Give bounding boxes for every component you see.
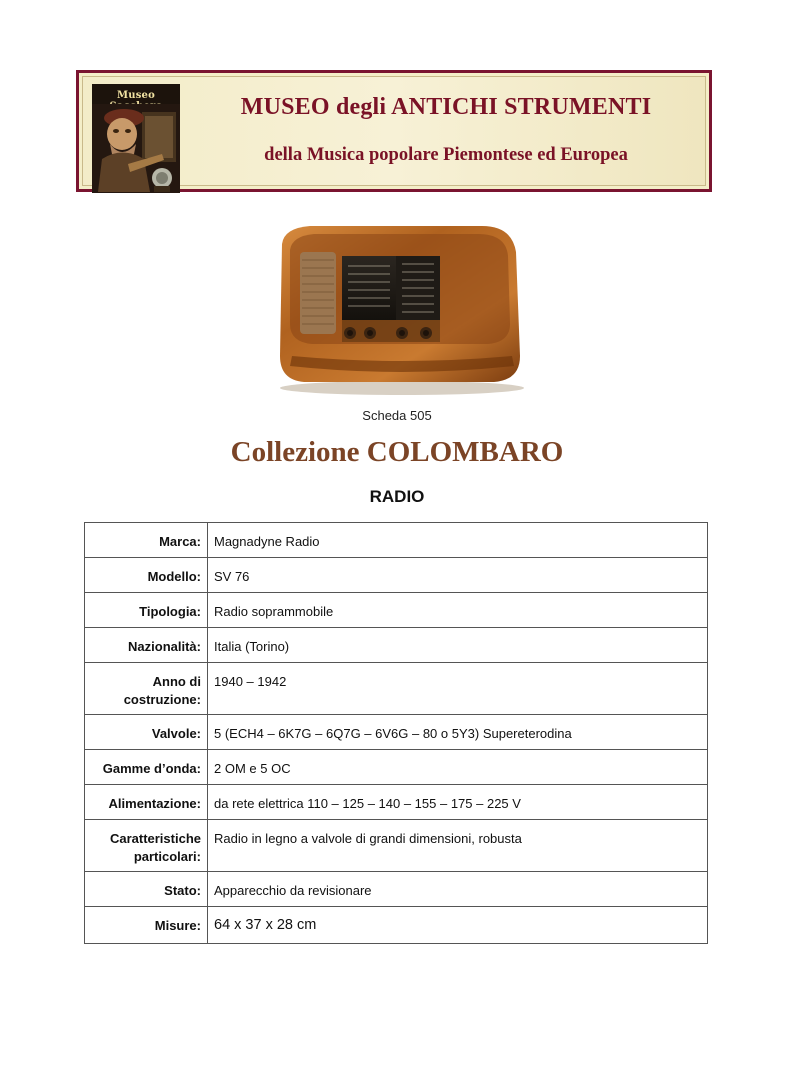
- category-heading: RADIO: [369, 487, 425, 506]
- spec-label: Modello:: [85, 558, 208, 593]
- spec-label: Misure:: [85, 907, 208, 944]
- museum-banner: [76, 70, 712, 192]
- spec-value: Magnadyne Radio: [208, 523, 708, 558]
- spec-label: Stato:: [85, 872, 208, 907]
- spec-value: da rete elettrica 110 – 125 – 140 – 155 – 175 – 225 V: [208, 785, 708, 820]
- spec-label: Alimentazione:: [85, 785, 208, 820]
- radio-photo: [262, 216, 536, 398]
- logo-label: Museo: [116, 90, 155, 101]
- spec-value: Apparecchio da revisionare: [208, 872, 708, 907]
- spec-row-misure: [85, 907, 708, 944]
- museum-logo: [92, 84, 180, 193]
- collection-title: Collezione COLOMBARO: [230, 436, 564, 468]
- spec-row-valvole: [85, 715, 708, 750]
- banner-inner: [82, 76, 706, 186]
- spec-value: SV 76: [208, 558, 708, 593]
- spec-row-alimentazione: [85, 785, 708, 820]
- spec-label: Marca:: [85, 523, 208, 558]
- scheda-number: Scheda 505: [362, 408, 432, 423]
- spec-label: Tipologia:: [85, 593, 208, 628]
- spec-row-caratteristiche: [85, 820, 708, 872]
- spec-row-marca: [85, 523, 708, 558]
- spec-label: Valvole:: [85, 715, 208, 750]
- spec-row-tipologia: [85, 593, 708, 628]
- spec-value: Radio soprammobile: [208, 593, 708, 628]
- spec-value: 1940 – 1942: [208, 663, 708, 715]
- spec-value: Italia (Torino): [208, 628, 708, 663]
- spec-value: 2 OM e 5 OC: [208, 750, 708, 785]
- spec-value: Radio in legno a valvole di grandi dimensioni, robusta: [208, 820, 708, 872]
- spec-label: Gamme d’onda:: [85, 750, 208, 785]
- spec-value: 64 x 37 x 28 cm: [208, 907, 708, 944]
- spec-label: Anno di costruzione:: [85, 663, 208, 715]
- spec-row-gamme: [85, 750, 708, 785]
- spec-row-anno: [85, 663, 708, 715]
- spec-row-stato: [85, 872, 708, 907]
- banner-subtitle: della Musica popolare Piemontese ed Europea: [264, 145, 628, 165]
- spec-row-modello: [85, 558, 708, 593]
- spec-value: 5 (ECH4 – 6K7G – 6Q7G – 6V6G – 80 o 5Y3) Supereterodina: [208, 715, 708, 750]
- spec-row-nazionalita: [85, 628, 708, 663]
- spec-label: Caratteristiche particolari:: [85, 820, 208, 872]
- specs-table: [84, 522, 708, 944]
- banner-title: MUSEO degli ANTICHI STRUMENTI: [240, 94, 652, 120]
- musician-figure-image: [92, 104, 180, 193]
- spec-label: Nazionalità:: [85, 628, 208, 663]
